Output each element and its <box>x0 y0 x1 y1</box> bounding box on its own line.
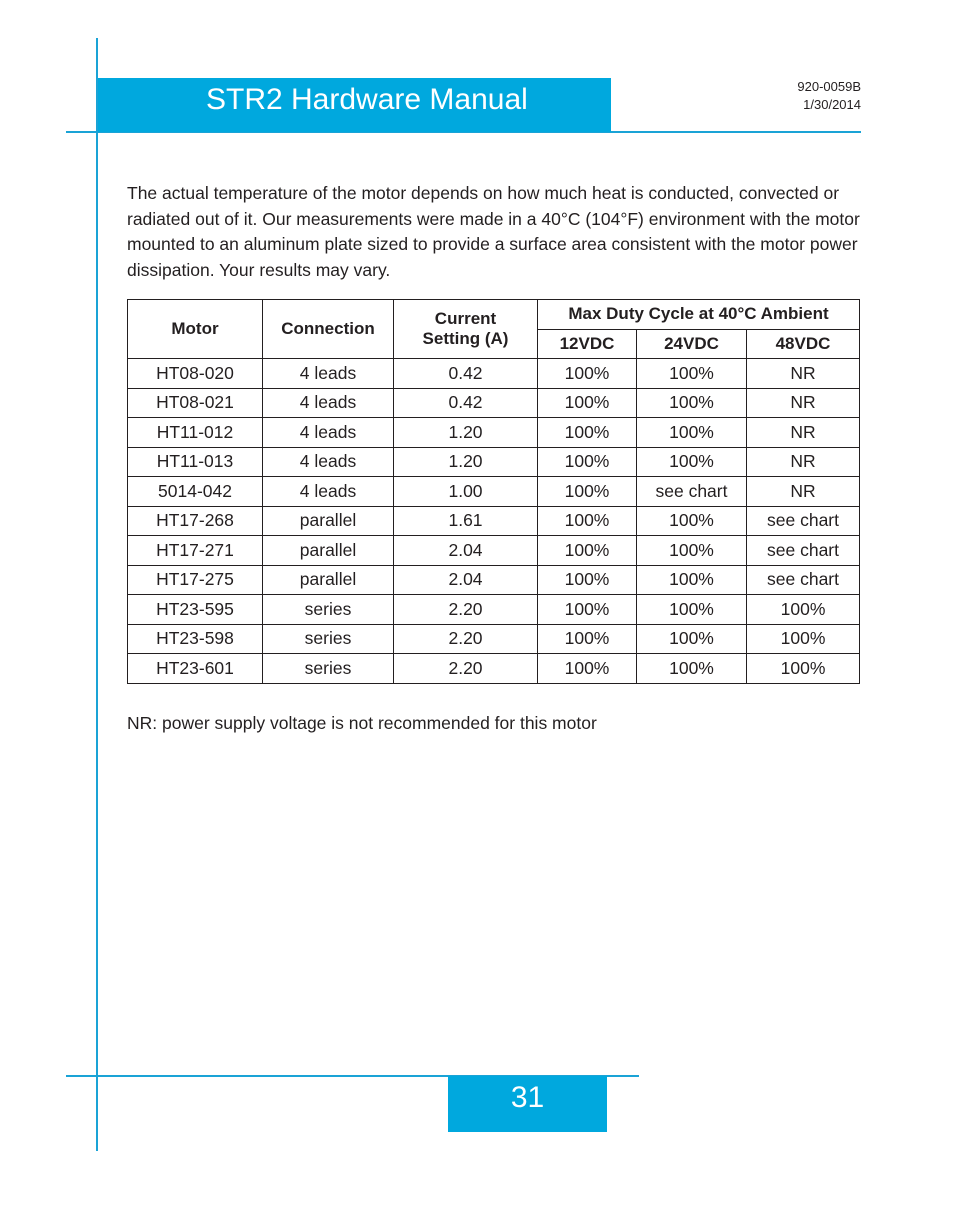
cell-12vdc: 100% <box>538 654 637 684</box>
cell-current: 2.20 <box>394 624 538 654</box>
cell-48vdc: NR <box>747 447 860 477</box>
cell-connection: series <box>263 624 394 654</box>
cell-12vdc: 100% <box>538 447 637 477</box>
cell-12vdc: 100% <box>538 359 637 389</box>
header-current-line2: Setting (A) <box>422 329 509 348</box>
header-current-line1: Current <box>434 309 497 328</box>
cell-current: 2.20 <box>394 654 538 684</box>
header-current-setting <box>394 300 538 359</box>
cell-connection: 4 leads <box>263 418 394 448</box>
header-12vdc: 12VDC <box>538 329 637 359</box>
cell-connection: 4 leads <box>263 388 394 418</box>
nr-footnote: NR: power supply voltage is not recommended for this motor <box>127 713 597 733</box>
cell-12vdc: 100% <box>538 477 637 507</box>
table-row <box>128 595 860 625</box>
cell-motor: HT17-268 <box>128 506 263 536</box>
header-48vdc: 48VDC <box>747 329 860 359</box>
cell-24vdc: 100% <box>637 536 747 566</box>
document-number: 920-0059B <box>797 79 861 94</box>
cell-24vdc: 100% <box>637 388 747 418</box>
cell-48vdc: 100% <box>747 654 860 684</box>
table-row <box>128 565 860 595</box>
cell-12vdc: 100% <box>538 565 637 595</box>
cell-motor: HT23-595 <box>128 595 263 625</box>
cell-connection: parallel <box>263 536 394 566</box>
cell-motor: 5014-042 <box>128 477 263 507</box>
cell-connection: parallel <box>263 506 394 536</box>
table-row <box>128 654 860 684</box>
cell-12vdc: 100% <box>538 536 637 566</box>
left-margin-rule <box>96 38 98 1151</box>
table-row <box>128 624 860 654</box>
table-row <box>128 477 860 507</box>
cell-48vdc: see chart <box>747 506 860 536</box>
cell-motor: HT08-020 <box>128 359 263 389</box>
table-row <box>128 418 860 448</box>
cell-12vdc: 100% <box>538 595 637 625</box>
cell-current: 0.42 <box>394 388 538 418</box>
cell-48vdc: see chart <box>747 536 860 566</box>
cell-24vdc: see chart <box>637 477 747 507</box>
cell-12vdc: 100% <box>538 388 637 418</box>
cell-12vdc: 100% <box>538 624 637 654</box>
header-connection: Connection <box>263 300 394 359</box>
table-row <box>128 536 860 566</box>
cell-current: 0.42 <box>394 359 538 389</box>
cell-current: 1.20 <box>394 447 538 477</box>
cell-12vdc: 100% <box>538 506 637 536</box>
cell-connection: series <box>263 595 394 625</box>
cell-24vdc: 100% <box>637 565 747 595</box>
cell-12vdc: 100% <box>538 418 637 448</box>
duty-cycle-table <box>127 299 860 684</box>
page-number: 31 <box>510 1081 545 1114</box>
cell-48vdc: NR <box>747 477 860 507</box>
header-max-duty-cycle: Max Duty Cycle at 40°C Ambient <box>538 300 860 330</box>
cell-24vdc: 100% <box>637 624 747 654</box>
table-row <box>128 447 860 477</box>
header-motor: Motor <box>128 300 263 359</box>
cell-current: 2.04 <box>394 565 538 595</box>
cell-24vdc: 100% <box>637 447 747 477</box>
cell-48vdc: 100% <box>747 595 860 625</box>
cell-current: 1.00 <box>394 477 538 507</box>
cell-motor: HT17-275 <box>128 565 263 595</box>
cell-current: 2.04 <box>394 536 538 566</box>
cell-motor: HT11-013 <box>128 447 263 477</box>
header-24vdc: 24VDC <box>637 329 747 359</box>
cell-48vdc: NR <box>747 359 860 389</box>
table-body <box>128 359 860 684</box>
table-row <box>128 388 860 418</box>
manual-title: STR2 Hardware Manual <box>206 83 528 116</box>
page-number-box <box>448 1076 607 1132</box>
cell-48vdc: see chart <box>747 565 860 595</box>
cell-motor: HT17-271 <box>128 536 263 566</box>
cell-48vdc: NR <box>747 388 860 418</box>
cell-motor: HT11-012 <box>128 418 263 448</box>
cell-24vdc: 100% <box>637 654 747 684</box>
table-row <box>128 506 860 536</box>
cell-motor: HT23-598 <box>128 624 263 654</box>
manual-title-banner <box>98 78 611 132</box>
cell-current: 2.20 <box>394 595 538 625</box>
cell-24vdc: 100% <box>637 359 747 389</box>
cell-motor: HT08-021 <box>128 388 263 418</box>
cell-motor: HT23-601 <box>128 654 263 684</box>
document-date: 1/30/2014 <box>803 97 861 112</box>
cell-48vdc: NR <box>747 418 860 448</box>
cell-current: 1.20 <box>394 418 538 448</box>
cell-current: 1.61 <box>394 506 538 536</box>
cell-connection: parallel <box>263 565 394 595</box>
cell-connection: 4 leads <box>263 477 394 507</box>
cell-24vdc: 100% <box>637 418 747 448</box>
table-row <box>128 359 860 389</box>
cell-connection: 4 leads <box>263 447 394 477</box>
intro-paragraph: The actual temperature of the motor depends on how much heat is conducted, convected or radiated out of it. Our measurements were made in a 40°C (104°F) environment with the motor mounted to an aluminum plate sized to provide a surface area consistent with the motor power dissipation. Your results may vary. <box>127 183 860 280</box>
cell-24vdc: 100% <box>637 506 747 536</box>
cell-connection: 4 leads <box>263 359 394 389</box>
cell-24vdc: 100% <box>637 595 747 625</box>
cell-48vdc: 100% <box>747 624 860 654</box>
document-info <box>797 78 861 114</box>
cell-connection: series <box>263 654 394 684</box>
